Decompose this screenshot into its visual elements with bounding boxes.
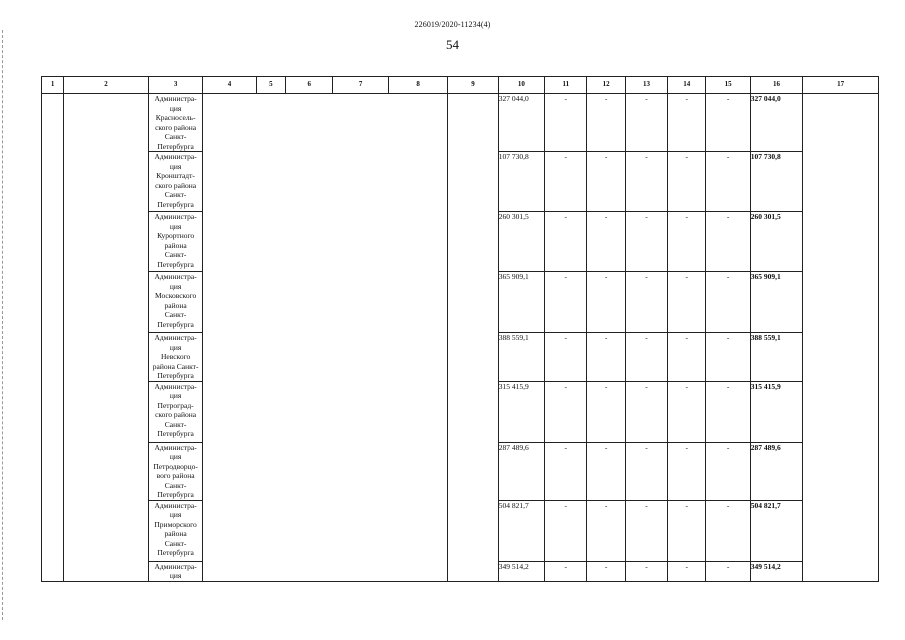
dash-cell: - bbox=[706, 272, 750, 333]
empty-cell bbox=[333, 381, 388, 442]
total-cell: 260 301,5 bbox=[750, 212, 802, 272]
empty-cell bbox=[448, 94, 498, 152]
empty-cell bbox=[803, 561, 879, 581]
empty-cell bbox=[448, 500, 498, 561]
empty-cell bbox=[286, 381, 333, 442]
column-header-13: 13 bbox=[625, 77, 667, 94]
dash-cell: - bbox=[625, 333, 667, 382]
empty-cell bbox=[803, 152, 879, 212]
empty-cell bbox=[803, 272, 879, 333]
empty-cell bbox=[286, 152, 333, 212]
amount-cell: 504 821,7 bbox=[498, 500, 544, 561]
dash-cell: - bbox=[587, 442, 625, 500]
empty-cell bbox=[42, 152, 64, 212]
recipient-name-line: Кронштадт- bbox=[156, 171, 195, 180]
empty-cell bbox=[388, 333, 447, 382]
recipient-name-cell bbox=[148, 333, 202, 382]
empty-cell bbox=[64, 272, 149, 333]
recipient-name-line: Администра- bbox=[154, 94, 197, 103]
empty-cell bbox=[42, 212, 64, 272]
empty-cell bbox=[388, 561, 447, 581]
recipient-name-line: Администра- bbox=[154, 152, 197, 161]
recipient-name-line: Санкт- bbox=[164, 538, 187, 548]
recipient-name-line: Санкт- bbox=[164, 480, 187, 490]
recipient-name-line: Петроград- bbox=[157, 400, 194, 410]
column-header-4: 4 bbox=[203, 77, 256, 94]
dash-cell: - bbox=[545, 381, 587, 442]
dash-cell: - bbox=[668, 333, 706, 382]
empty-cell bbox=[256, 152, 285, 212]
empty-cell bbox=[256, 212, 285, 272]
empty-cell bbox=[388, 152, 447, 212]
recipient-name-line: ция bbox=[169, 103, 182, 113]
recipient-name-line: Санкт- bbox=[164, 190, 187, 199]
dash-cell: - bbox=[545, 333, 587, 382]
empty-cell bbox=[42, 442, 64, 500]
empty-cell bbox=[333, 94, 388, 152]
recipient-name-line: ция bbox=[169, 510, 182, 519]
empty-cell bbox=[388, 94, 447, 152]
dash-cell: - bbox=[706, 561, 750, 581]
empty-cell bbox=[286, 442, 333, 500]
table-row bbox=[42, 152, 879, 212]
empty-cell bbox=[203, 333, 256, 382]
empty-cell bbox=[803, 212, 879, 272]
table-row bbox=[42, 212, 879, 272]
dash-cell: - bbox=[706, 94, 750, 152]
empty-cell bbox=[203, 561, 256, 581]
empty-cell bbox=[286, 94, 333, 152]
recipient-name-line: Администра- bbox=[154, 500, 197, 510]
dash-cell: - bbox=[668, 94, 706, 152]
total-cell: 365 909,1 bbox=[750, 272, 802, 333]
column-header-6: 6 bbox=[286, 77, 333, 94]
recipient-name-line: ция bbox=[169, 452, 182, 461]
recipient-name-line: Администра- bbox=[154, 333, 197, 342]
amount-cell: 327 044,0 bbox=[498, 94, 544, 152]
recipient-name-line: Санкт- bbox=[164, 250, 187, 259]
empty-cell bbox=[203, 212, 256, 272]
column-header-10: 10 bbox=[498, 77, 544, 94]
dash-cell: - bbox=[706, 212, 750, 272]
empty-cell bbox=[333, 561, 388, 581]
recipient-name-line: Московского bbox=[154, 291, 197, 300]
empty-cell bbox=[256, 381, 285, 442]
recipient-name-line: ция bbox=[169, 571, 182, 580]
recipient-name-line: Петродворцо- bbox=[153, 461, 198, 471]
recipient-name-line: района Санкт- bbox=[152, 361, 199, 371]
recipient-name-cell bbox=[148, 442, 202, 500]
column-header-7: 7 bbox=[333, 77, 388, 94]
recipient-name-line: ского района bbox=[155, 122, 197, 132]
column-header-5: 5 bbox=[256, 77, 285, 94]
column-header-12: 12 bbox=[587, 77, 625, 94]
recipient-name-line: района bbox=[164, 300, 187, 310]
recipient-name-cell bbox=[148, 94, 202, 152]
column-header-16: 16 bbox=[750, 77, 802, 94]
empty-cell bbox=[448, 212, 498, 272]
recipient-name-line: ция bbox=[169, 161, 182, 171]
empty-cell bbox=[448, 561, 498, 581]
total-cell: 504 821,7 bbox=[750, 500, 802, 561]
total-cell: 315 415,9 bbox=[750, 381, 802, 442]
empty-cell bbox=[203, 152, 256, 212]
dash-cell: - bbox=[706, 442, 750, 500]
empty-cell bbox=[42, 561, 64, 581]
recipient-name-line: Петербурга bbox=[157, 319, 194, 329]
empty-cell bbox=[803, 333, 879, 382]
empty-cell bbox=[64, 333, 149, 382]
recipient-name-line: ция bbox=[169, 342, 182, 352]
recipient-name-line: Курортного bbox=[157, 231, 195, 240]
recipient-name-line: Петербурга bbox=[157, 548, 194, 557]
empty-cell bbox=[333, 152, 388, 212]
empty-cell bbox=[64, 94, 149, 152]
empty-cell bbox=[64, 442, 149, 500]
dash-cell: - bbox=[545, 561, 587, 581]
table-row bbox=[42, 561, 879, 581]
empty-cell bbox=[203, 272, 256, 333]
recipient-name-line: ция bbox=[169, 391, 182, 400]
recipient-name-line: Приморского bbox=[154, 519, 197, 529]
recipient-name-line: Администра- bbox=[154, 272, 197, 281]
empty-cell bbox=[256, 333, 285, 382]
dash-cell: - bbox=[545, 152, 587, 212]
dash-cell: - bbox=[668, 152, 706, 212]
empty-cell bbox=[333, 272, 388, 333]
empty-cell bbox=[64, 152, 149, 212]
dash-cell: - bbox=[668, 500, 706, 561]
recipient-name-line: района bbox=[164, 240, 187, 250]
total-cell: 287 489,6 bbox=[750, 442, 802, 500]
recipient-name-cell bbox=[148, 381, 202, 442]
dash-cell: - bbox=[587, 152, 625, 212]
recipient-name-line: Администра- bbox=[154, 561, 197, 571]
empty-cell bbox=[448, 333, 498, 382]
empty-cell bbox=[42, 381, 64, 442]
recipient-name-cell bbox=[148, 561, 202, 581]
column-header-11: 11 bbox=[545, 77, 587, 94]
recipient-name-line: Невского bbox=[160, 352, 191, 361]
column-header-9: 9 bbox=[448, 77, 498, 94]
total-cell: 388 559,1 bbox=[750, 333, 802, 382]
dash-cell: - bbox=[587, 500, 625, 561]
empty-cell bbox=[203, 500, 256, 561]
recipient-name-cell bbox=[148, 500, 202, 561]
empty-cell bbox=[333, 212, 388, 272]
table-row bbox=[42, 272, 879, 333]
column-header-14: 14 bbox=[668, 77, 706, 94]
dash-cell: - bbox=[625, 152, 667, 212]
dash-cell: - bbox=[625, 94, 667, 152]
empty-cell bbox=[42, 94, 64, 152]
dash-cell: - bbox=[587, 272, 625, 333]
page-number: 54 bbox=[446, 37, 459, 52]
dash-cell: - bbox=[587, 333, 625, 382]
margin-binding-line bbox=[2, 30, 4, 620]
dash-cell: - bbox=[545, 500, 587, 561]
table-row bbox=[42, 333, 879, 382]
recipient-name-line: ского района bbox=[155, 410, 197, 419]
column-header-3: 3 bbox=[148, 77, 202, 94]
empty-cell bbox=[333, 333, 388, 382]
total-cell: 107 730,8 bbox=[750, 152, 802, 212]
recipient-name-line: Красносель- bbox=[155, 113, 196, 122]
empty-cell bbox=[448, 152, 498, 212]
empty-cell bbox=[286, 500, 333, 561]
empty-cell bbox=[333, 442, 388, 500]
recipient-name-line: Санкт- bbox=[164, 310, 187, 319]
dash-cell: - bbox=[625, 500, 667, 561]
empty-cell bbox=[256, 500, 285, 561]
table-row bbox=[42, 94, 879, 152]
empty-cell bbox=[448, 442, 498, 500]
budget-table bbox=[41, 76, 879, 582]
recipient-name-line: Петербурга bbox=[157, 199, 194, 209]
empty-cell bbox=[333, 500, 388, 561]
column-header-15: 15 bbox=[706, 77, 750, 94]
empty-cell bbox=[803, 500, 879, 561]
empty-cell bbox=[286, 333, 333, 382]
amount-cell: 107 730,8 bbox=[498, 152, 544, 212]
recipient-name-line: Петербурга bbox=[157, 141, 194, 151]
recipient-name-cell bbox=[148, 272, 202, 333]
empty-cell bbox=[388, 212, 447, 272]
empty-cell bbox=[803, 381, 879, 442]
empty-cell bbox=[64, 561, 149, 581]
empty-cell bbox=[203, 442, 256, 500]
dash-cell: - bbox=[625, 212, 667, 272]
recipient-name-cell bbox=[148, 212, 202, 272]
dash-cell: - bbox=[545, 94, 587, 152]
dash-cell: - bbox=[587, 212, 625, 272]
amount-cell: 365 909,1 bbox=[498, 272, 544, 333]
empty-cell bbox=[42, 272, 64, 333]
dash-cell: - bbox=[668, 212, 706, 272]
empty-cell bbox=[448, 381, 498, 442]
dash-cell: - bbox=[706, 152, 750, 212]
amount-cell: 388 559,1 bbox=[498, 333, 544, 382]
dash-cell: - bbox=[587, 94, 625, 152]
empty-cell bbox=[286, 272, 333, 333]
table-row bbox=[42, 442, 879, 500]
empty-cell bbox=[64, 500, 149, 561]
recipient-name-line: Петербурга bbox=[157, 429, 194, 438]
total-cell: 327 044,0 bbox=[750, 94, 802, 152]
dash-cell: - bbox=[625, 561, 667, 581]
dash-cell: - bbox=[545, 212, 587, 272]
column-header-17: 17 bbox=[803, 77, 879, 94]
column-header-1: 1 bbox=[42, 77, 64, 94]
empty-cell bbox=[256, 94, 285, 152]
empty-cell bbox=[388, 500, 447, 561]
recipient-name-line: района bbox=[164, 529, 187, 538]
empty-cell bbox=[64, 381, 149, 442]
empty-cell bbox=[42, 500, 64, 561]
amount-cell: 315 415,9 bbox=[498, 381, 544, 442]
recipient-name-line: Петербурга bbox=[157, 259, 194, 269]
recipient-name-line: Петербурга bbox=[157, 490, 194, 499]
empty-cell bbox=[42, 333, 64, 382]
dash-cell: - bbox=[706, 500, 750, 561]
empty-cell bbox=[388, 381, 447, 442]
column-header-8: 8 bbox=[388, 77, 447, 94]
empty-cell bbox=[388, 442, 447, 500]
recipient-name-line: ция bbox=[169, 281, 182, 291]
recipient-name-line: вого района bbox=[156, 471, 195, 480]
dash-cell: - bbox=[587, 381, 625, 442]
recipient-name-line: Администра- bbox=[154, 442, 197, 452]
dash-cell: - bbox=[706, 381, 750, 442]
empty-cell bbox=[286, 561, 333, 581]
document-number: 226019/2020-11234(4) bbox=[414, 20, 491, 29]
empty-cell bbox=[203, 381, 256, 442]
dash-cell: - bbox=[545, 442, 587, 500]
dash-cell: - bbox=[668, 272, 706, 333]
table-header-row bbox=[42, 77, 879, 94]
dash-cell: - bbox=[587, 561, 625, 581]
amount-cell: 260 301,5 bbox=[498, 212, 544, 272]
amount-cell: 349 514,2 bbox=[498, 561, 544, 581]
recipient-name-line: Администра- bbox=[154, 212, 197, 221]
dash-cell: - bbox=[625, 442, 667, 500]
empty-cell bbox=[64, 212, 149, 272]
dash-cell: - bbox=[668, 381, 706, 442]
empty-cell bbox=[256, 442, 285, 500]
recipient-name-line: Санкт- bbox=[164, 132, 187, 141]
dash-cell: - bbox=[625, 381, 667, 442]
empty-cell bbox=[256, 272, 285, 333]
table-row bbox=[42, 500, 879, 561]
dash-cell: - bbox=[668, 561, 706, 581]
recipient-name-line: Администра- bbox=[154, 381, 197, 391]
dash-cell: - bbox=[545, 272, 587, 333]
dash-cell: - bbox=[668, 442, 706, 500]
column-header-2: 2 bbox=[64, 77, 149, 94]
table-row bbox=[42, 381, 879, 442]
empty-cell bbox=[203, 94, 256, 152]
total-cell: 349 514,2 bbox=[750, 561, 802, 581]
empty-cell bbox=[448, 272, 498, 333]
empty-cell bbox=[803, 94, 879, 152]
empty-cell bbox=[803, 442, 879, 500]
empty-cell bbox=[388, 272, 447, 333]
dash-cell: - bbox=[625, 272, 667, 333]
recipient-name-line: Петербурга bbox=[157, 371, 194, 380]
empty-cell bbox=[286, 212, 333, 272]
recipient-name-line: ского района bbox=[155, 180, 197, 190]
recipient-name-line: ция bbox=[169, 221, 182, 231]
recipient-name-line: Санкт- bbox=[164, 419, 187, 429]
dash-cell: - bbox=[706, 333, 750, 382]
empty-cell bbox=[256, 561, 285, 581]
amount-cell: 287 489,6 bbox=[498, 442, 544, 500]
recipient-name-cell bbox=[148, 152, 202, 212]
